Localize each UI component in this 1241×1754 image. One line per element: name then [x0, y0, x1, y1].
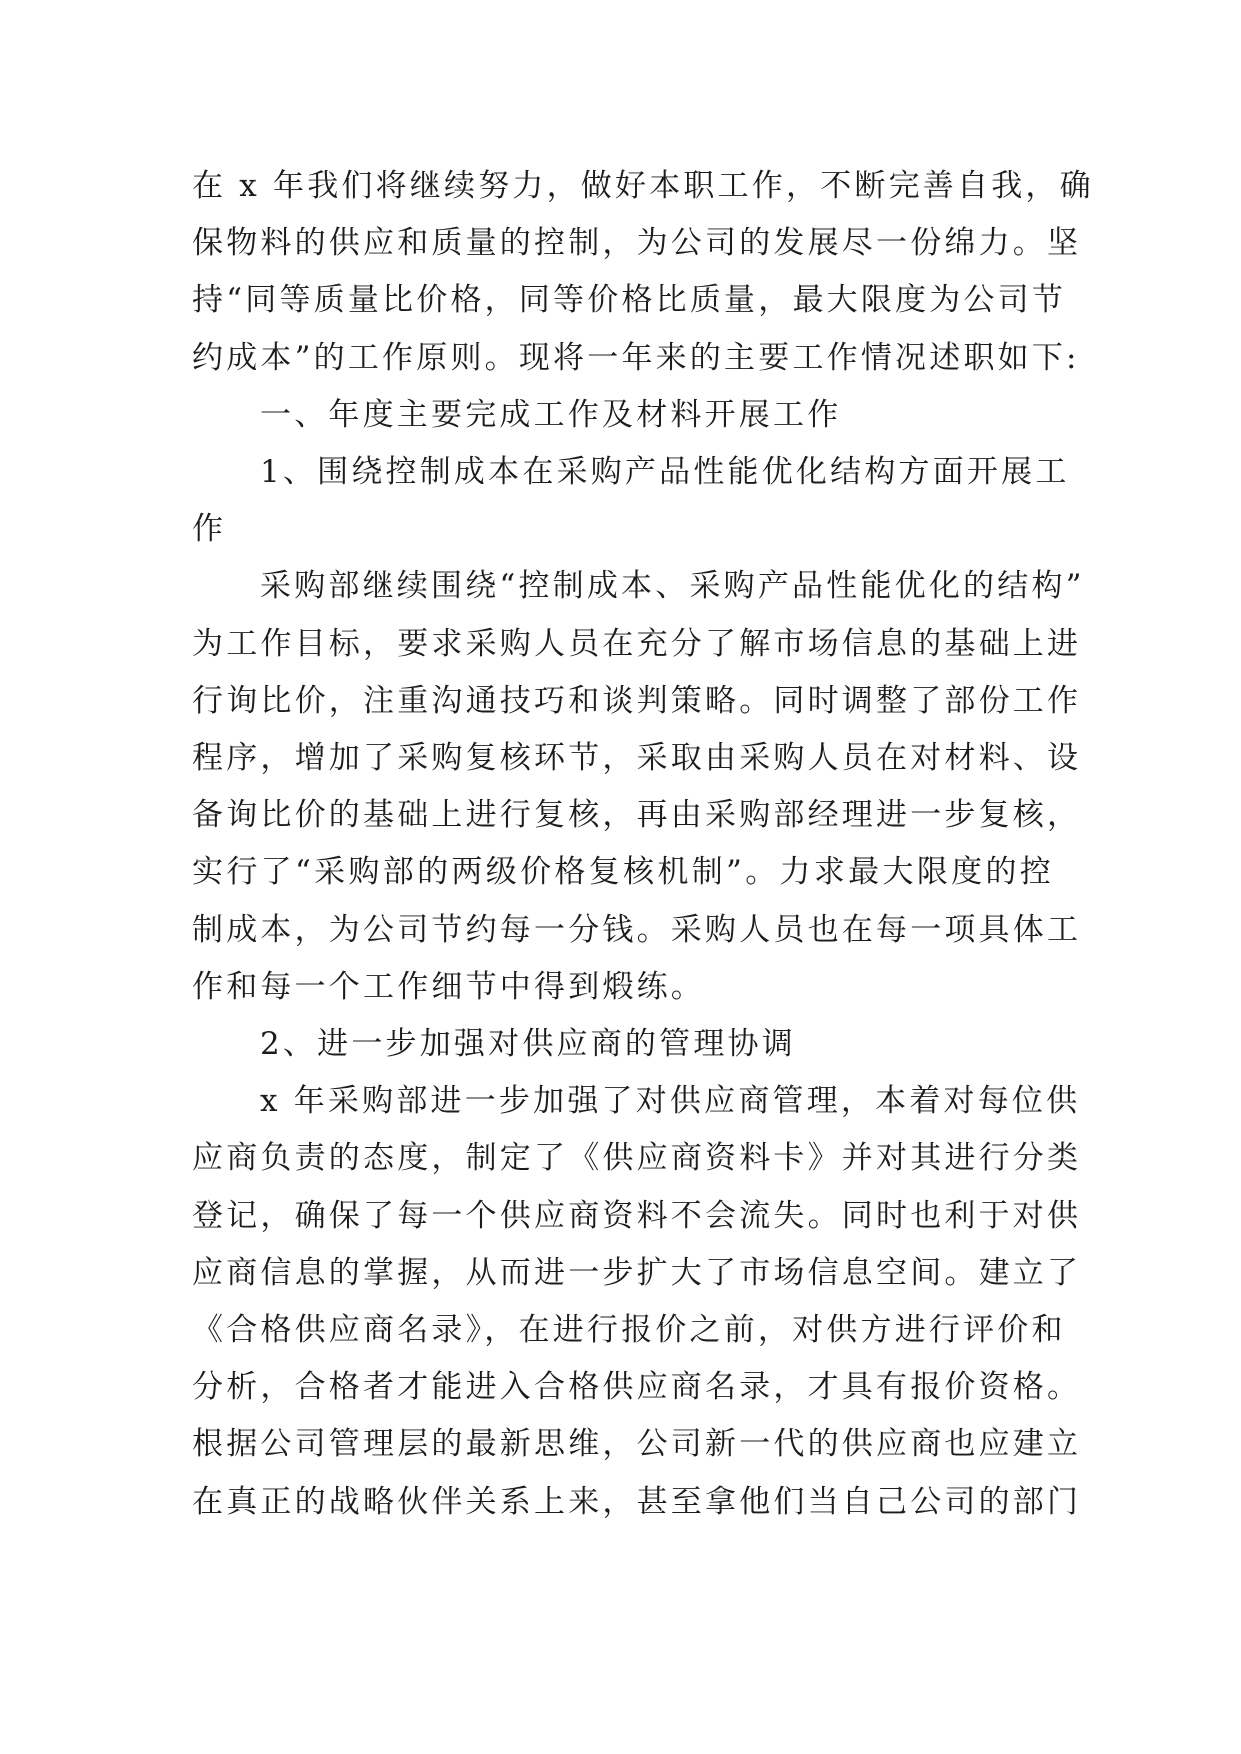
- text-line: 在 x 年我们将继续努力，做好本职工作，不断完善自我，确: [192, 168, 1094, 204]
- text-line: 一、年度主要完成工作及材料开展工作: [260, 396, 842, 433]
- body-paragraph-2: [192, 1073, 1082, 1531]
- text-line: 分析，合格者才能进入合格供应商名录，才具有报价资格。: [192, 1369, 1082, 1406]
- text-line: 约成本”的工作原则。现将一年来的主要工作情况述职如下:: [192, 339, 1080, 376]
- text-line: 采购部继续围绕“控制成本、采购产品性能优化的结构”: [260, 568, 1085, 605]
- text-line: 持“同等质量比价格，同等价格比质量，最大限度为公司节: [192, 282, 1067, 319]
- text-line: 在真正的战略伙伴关系上来，甚至拿他们当自己公司的部门: [192, 1483, 1082, 1520]
- text-line: 根据公司管理层的最新思维，公司新一代的供应商也应建立: [192, 1426, 1082, 1463]
- text-line: 1、围绕控制成本在采购产品性能优化结构方面开展工: [260, 454, 1070, 491]
- intro-paragraph: [192, 158, 1094, 387]
- text-line: 保物料的供应和质量的控制，为公司的发展尽一份绵力。坚: [192, 225, 1082, 262]
- text-line: 应商负责的态度，制定了《供应商资料卡》并对其进行分类: [192, 1140, 1082, 1177]
- text-line: x 年采购部进一步加强了对供应商管理，本着对每位供: [260, 1083, 1081, 1120]
- subsection-heading-1: [192, 444, 1070, 558]
- body-paragraph-1: [192, 558, 1085, 1016]
- text-line: 行询比价，注重沟通技巧和谈判策略。同时调整了部份工作: [192, 682, 1082, 719]
- text-line: 为工作目标，要求采购人员在充分了解市场信息的基础上进: [192, 625, 1082, 662]
- text-line: 实行了“采购部的两级价格复核机制”。力求最大限度的控: [192, 854, 1054, 891]
- text-line: 制成本，为公司节约每一分钱。采购人员也在每一项具体工: [192, 911, 1082, 948]
- text-line: 作: [192, 511, 227, 548]
- text-line: 《合格供应商名录》，在进行报价之前，对供方进行评价和: [192, 1312, 1066, 1349]
- text-line: 备询比价的基础上进行复核，再由采购部经理进一步复核，: [192, 797, 1082, 834]
- document-body: [192, 158, 1094, 1531]
- text-line: 应商信息的掌握，从而进一步扩大了市场信息空间。建立了: [192, 1254, 1082, 1291]
- text-line: 程序，增加了采购复核环节，采取由采购人员在对材料、设: [192, 740, 1082, 777]
- text-line: 登记，确保了每一个供应商资料不会流失。同时也利于对供: [192, 1197, 1082, 1234]
- text-line: 作和每一个工作细节中得到煅练。: [192, 968, 705, 1005]
- section-heading: [192, 387, 1054, 444]
- subsection-heading-2: [192, 1016, 1054, 1073]
- text-line: 2、进一步加强对供应商的管理协调: [260, 1026, 796, 1063]
